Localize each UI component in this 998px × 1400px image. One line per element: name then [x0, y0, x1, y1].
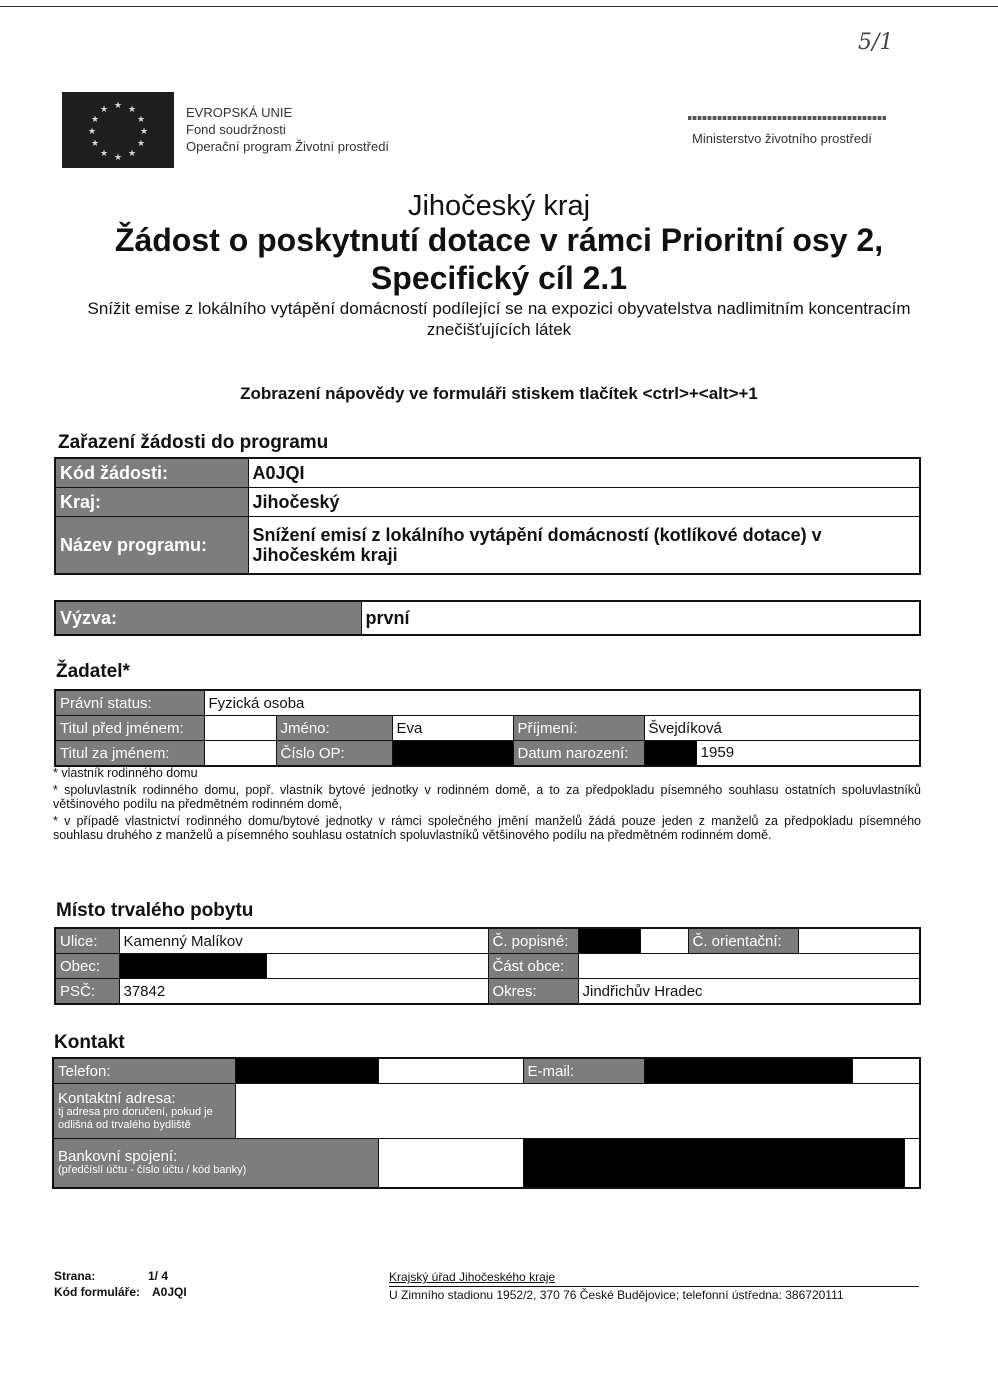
svg-text:★: ★ — [113, 101, 123, 111]
region-label: Kraj: — [55, 488, 248, 517]
first-name-label: Jméno: — [276, 716, 392, 741]
municipality-part-label: Část obce: — [488, 954, 578, 979]
svg-text:★: ★ — [99, 149, 109, 159]
form-title-line-2: Specifický cíl 2.1 — [370, 260, 628, 296]
birth-date-value: 1959 — [700, 743, 735, 761]
svg-text:★: ★ — [113, 153, 123, 163]
first-name-value[interactable]: Eva — [392, 716, 513, 741]
code-value[interactable]: A0JQI — [248, 458, 920, 488]
form-code-label: Kód formuláře: — [54, 1285, 141, 1299]
municipality-label: Obec: — [55, 954, 119, 979]
svg-text:★: ★ — [139, 127, 149, 137]
ministry-name: Ministerstvo životního prostředí — [692, 131, 872, 146]
note-spouses: * v případě vlastnictví rodinného domu/bytové jednotky v rámci společného jmění manželů žádá pouze jeden z manželů za předpokladu písemného souhlasu druhého z manželů a písemného souhlasu ostatních spoluvlastníků většinového podílu na předmětném rodinném domě. — [53, 814, 921, 842]
bank-label-cell — [53, 1139, 378, 1189]
title-after-label: Titul za jménem: — [55, 741, 204, 767]
call-value[interactable]: první — [361, 601, 920, 635]
title-before-value[interactable] — [204, 716, 276, 741]
footer-right — [389, 1270, 919, 1303]
title-before-label: Titul před jménem: — [55, 716, 204, 741]
program-table — [54, 457, 921, 575]
house-number-extra[interactable] — [640, 928, 688, 954]
svg-text:★: ★ — [127, 105, 137, 115]
handwritten-note: 5/1 — [858, 30, 894, 55]
residence-section-title: Místo trvalého pobytu — [56, 900, 254, 921]
svg-text:★: ★ — [127, 149, 137, 159]
region-heading: Jihočeský kraj — [407, 190, 591, 222]
bank-code[interactable] — [904, 1139, 920, 1189]
surname-label: Příjmení: — [513, 716, 644, 741]
eu-line-3: Operační program Životní prostředí — [186, 139, 390, 154]
svg-text:★: ★ — [136, 139, 146, 149]
form-code-value: A0JQI — [152, 1285, 187, 1299]
note-owner: * vlastník rodinného domu — [53, 766, 198, 780]
form-title-line-1: Žádost o poskytnutí dotace v rámci Prioritní osy 2, — [114, 222, 884, 258]
phone-extra[interactable] — [378, 1058, 523, 1084]
call-label: Výzva: — [55, 601, 361, 635]
form-subtitle — [0, 298, 998, 340]
eu-program-text — [186, 104, 389, 155]
zip-label: PSČ: — [55, 979, 119, 1005]
eu-line-2: Fond soudržnosti — [186, 122, 286, 137]
contact-address-value[interactable] — [235, 1084, 920, 1139]
program-name-label: Název programu: — [55, 517, 248, 575]
code-label: Kód žádosti: — [55, 458, 248, 488]
svg-text:★: ★ — [87, 127, 97, 137]
svg-text:★: ★ — [90, 115, 100, 125]
contact-table — [52, 1057, 921, 1189]
district-value[interactable]: Jindřichův Hradec — [578, 979, 920, 1005]
orientation-number-label: Č. orientační: — [688, 928, 798, 954]
id-card-redacted — [392, 741, 513, 767]
orientation-number-value[interactable] — [798, 928, 920, 954]
office-name: Krajský úřad Jihočeského kraje — [389, 1270, 556, 1284]
street-value[interactable]: Kamenný Malíkov — [119, 928, 488, 954]
street-label: Ulice: — [55, 928, 119, 954]
phone-redacted — [235, 1058, 378, 1084]
page-value: 1/ 4 — [148, 1269, 169, 1283]
municipality-redacted — [119, 954, 266, 979]
contact-address-label: Kontaktní adresa: — [58, 1089, 176, 1107]
bank-hint: (předčíslí účtu - číslo účtu / kód banky) — [58, 1164, 247, 1176]
contact-address-hint: tj adresa pro doručení, pokud je odlišná od trvalého bydliště — [58, 1105, 213, 1131]
bank-account-redacted — [523, 1139, 904, 1189]
residence-table — [54, 927, 921, 1005]
region-value[interactable]: Jihočeský — [248, 488, 920, 517]
form-subtitle-text: Snížit emise z lokálního vytápění domácností podílející se na expozici obyvatelstva nadlimitním koncentracím znečišťujících látek — [87, 299, 911, 339]
municipality-part-value[interactable] — [578, 954, 920, 979]
house-number-redacted — [578, 928, 640, 954]
email-label: E-mail: — [523, 1058, 644, 1084]
program-name-value[interactable]: Snížení emisí z lokálního vytápění domácností (kotlíkové dotace) v Jihočeském kraji — [248, 517, 920, 575]
municipality-empty[interactable] — [266, 954, 488, 979]
bank-label: Bankovní spojení: — [58, 1148, 178, 1165]
contact-address-label-cell — [53, 1084, 235, 1139]
footer-left — [54, 1268, 187, 1300]
help-hint: Zobrazení nápovědy ve formuláři stiskem tlačítek <ctrl>+<alt>+1 — [240, 384, 758, 403]
bank-prefix[interactable] — [378, 1139, 523, 1189]
birth-date-cell[interactable] — [644, 741, 920, 767]
ministry-logo-bar — [688, 116, 886, 120]
note-co-owner: * spoluvlastník rodinného domu, popř. vlastník bytové jednotky v rodinném domě, a to za předpokladu písemného souhlasu ostatních spoluvlastníků většinového podílu na předmětném rodinném domě, — [53, 783, 921, 811]
email-redacted — [644, 1058, 852, 1084]
birth-date-redacted — [645, 741, 697, 765]
call-table — [54, 600, 921, 636]
program-section-title: Zařazení žádosti do programu — [58, 432, 329, 453]
applicant-section-title: Žadatel* — [56, 661, 130, 682]
page-label: Strana: — [54, 1269, 96, 1283]
phone-label: Telefon: — [53, 1058, 235, 1084]
legal-status-label: Právní status: — [55, 690, 204, 716]
svg-text:★: ★ — [136, 115, 146, 125]
svg-text:★: ★ — [90, 139, 100, 149]
contact-section-title: Kontakt — [54, 1032, 125, 1053]
surname-value[interactable]: Švejdíková — [644, 716, 920, 741]
id-card-label: Číslo OP: — [276, 741, 392, 767]
birth-date-label: Datum narození: — [513, 741, 644, 767]
legal-status-value[interactable]: Fyzická osoba — [204, 690, 920, 716]
eu-flag-logo — [62, 92, 174, 168]
email-extra[interactable] — [852, 1058, 920, 1084]
house-number-label: Č. popisné: — [488, 928, 578, 954]
office-address: U Zimního stadionu 1952/2, 370 76 České Budějovice; telefonní ústředna: 386720111 — [389, 1288, 844, 1302]
applicant-notes — [53, 766, 921, 845]
svg-text:★: ★ — [99, 105, 109, 115]
top-border-line — [0, 6, 998, 7]
title-after-value[interactable] — [204, 741, 276, 767]
zip-value[interactable]: 37842 — [119, 979, 488, 1005]
eu-line-1: EVROPSKÁ UNIE — [186, 105, 293, 120]
applicant-table — [54, 689, 921, 767]
district-label: Okres: — [488, 979, 578, 1005]
footer-rule — [389, 1286, 919, 1287]
